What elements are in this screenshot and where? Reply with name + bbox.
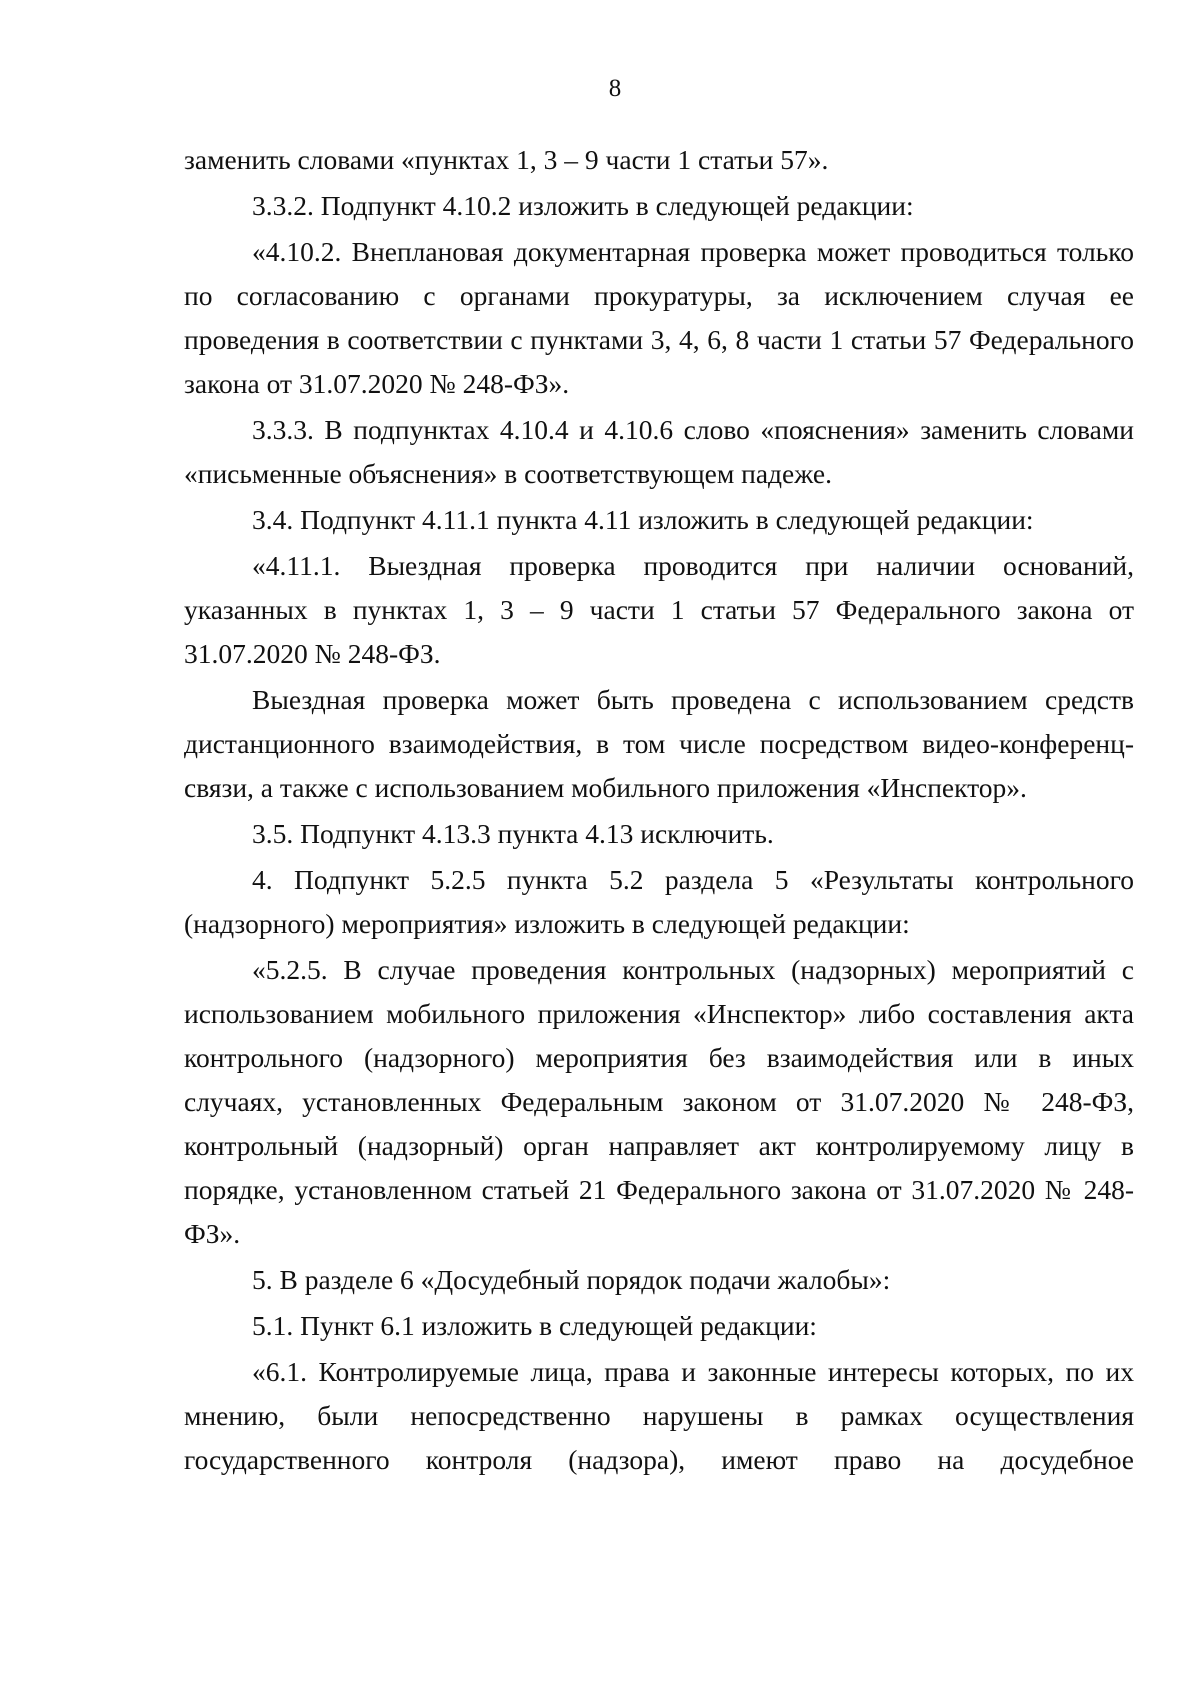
paragraph-5-2-5-text: «5.2.5. В случае проведения контрольных (надзорных) мероприятий с использованием мобильного приложения «Инспектор» либо составления акта контрольного (надзорного) мероприятия без взаимодействия или в иных случаях, установленных Федеральным законом от 31.07.2020 № 248-ФЗ, контрольный (надзорный) орган направляет акт контролируемому лицу в порядке, установленном статьей 21 Федерального закона от 31.07.2020 № 248-ФЗ».: [184, 954, 1134, 1249]
paragraph-3-3-3: 3.3.3. В подпунктах 4.10.4 и 4.10.6 слово «пояснения» заменить словами «письменные объяснения» в соответствующем падеже.: [184, 414, 1134, 489]
paragraph-5-1: 5.1. Пункт 6.1 изложить в следующей редакции:: [252, 1310, 817, 1341]
document-body: [184, 138, 1134, 1484]
paragraph-4: 4. Подпункт 5.2.5 пункта 5.2 раздела 5 «Результаты контрольного (надзорного) мероприятия» изложить в следующей редакции:: [184, 864, 1134, 939]
paragraph-replace-words: заменить словами «пунктах 1, 3 – 9 части 1 статьи 57».: [184, 144, 829, 175]
paragraph-4-11-1-text: «4.11.1. Выездная проверка проводится при наличии оснований, указанных в пунктах 1, 3 – 9 части 1 статьи 57 Федерального закона от 31.07.2020 № 248-ФЗ.: [184, 550, 1134, 669]
paragraph-3-5: 3.5. Подпункт 4.13.3 пункта 4.13 исключить.: [252, 818, 774, 849]
paragraph-3-4: 3.4. Подпункт 4.11.1 пункта 4.11 изложить в следующей редакции:: [252, 504, 1034, 535]
paragraph-5: 5. В разделе 6 «Досудебный порядок подачи жалобы»:: [252, 1264, 891, 1295]
paragraph-remote-inspection: Выездная проверка может быть проведена с использованием средств дистанционного взаимодействия, в том числе посредством видео-конференц-связи, а также с использованием мобильного приложения «Инспектор».: [184, 684, 1134, 803]
paragraph-4-10-2-text: «4.10.2. Внеплановая документарная проверка может проводиться только по согласованию с органами прокуратуры, за исключением случая ее проведения в соответствии с пунктами 3, 4, 6, 8 части 1 статьи 57 Федерального закона от 31.07.2020 № 248-ФЗ».: [184, 236, 1134, 399]
page-number: 8: [608, 75, 622, 102]
paragraph-6-1-text: «6.1. Контролируемые лица, права и законные интересы которых, по их мнению, были непосредственно нарушены в рамках осуществления государственного контроля (надзора), имеют право на досудебное: [184, 1356, 1134, 1475]
paragraph-3-3-2: 3.3.2. Подпункт 4.10.2 изложить в следующей редакции:: [252, 190, 914, 221]
